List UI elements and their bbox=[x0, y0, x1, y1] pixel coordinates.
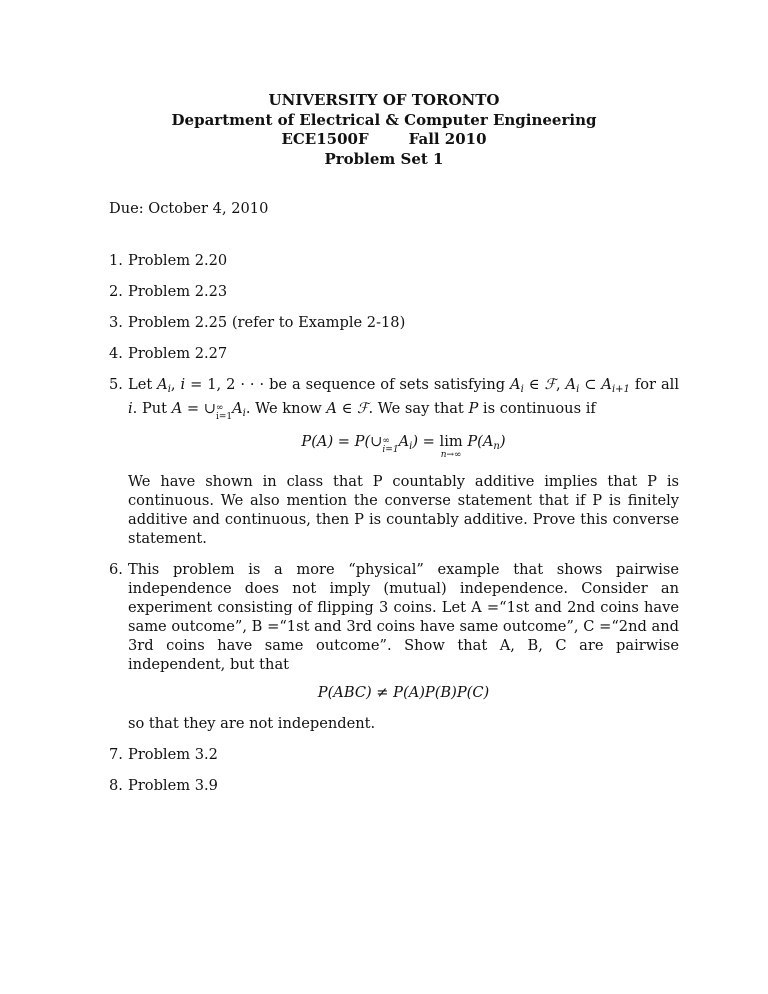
problem-number: 4. bbox=[109, 345, 123, 362]
problem-number: 7. bbox=[109, 746, 123, 763]
problem-number: 8. bbox=[109, 777, 123, 794]
problem-item-5 bbox=[109, 375, 679, 548]
problem-text: Problem 2.23 bbox=[128, 283, 228, 300]
independence-equation: P(ABC) ≠ P(A)P(B)P(C) bbox=[317, 684, 490, 701]
problem-item-8 bbox=[109, 776, 679, 795]
problem-item-2 bbox=[109, 282, 679, 301]
problem-item-6 bbox=[109, 560, 679, 733]
due-date: Due: October 4, 2010 bbox=[109, 200, 269, 217]
problem-text: Problem 2.25 (refer to Example 2-18) bbox=[128, 314, 406, 331]
problem-item-4 bbox=[109, 344, 679, 363]
problem-intro: Let $A_i$, i = 1, 2 · · · be a sequence of sets satisfying $A_i$ ∈ ℱ, $A_i$ ⊂ $A_{i+1}$ for all i. Put A = ∪ ∞ i=1 $A_i$. We know A ∈ ℱ. We say that P is continuous if bbox=[128, 376, 679, 422]
course-term: Fall 2010 bbox=[408, 130, 487, 148]
course-code: ECE1500F bbox=[281, 130, 369, 148]
problem-item-1 bbox=[109, 251, 679, 270]
course-line bbox=[0, 130, 768, 150]
department-name: Department of Electrical & Computer Engineering bbox=[171, 110, 597, 129]
problem-list bbox=[109, 251, 679, 807]
problem-text-continued: We have shown in class that P countably additive implies that P is continuous. We also mention the converse statement that if P is finitely additive and continuous, then P is countably additive. Prove this converse statement. bbox=[128, 473, 679, 547]
problem-number: 6. bbox=[109, 561, 123, 578]
problem-text: Problem 2.27 bbox=[128, 345, 228, 362]
problem-set-title: Problem Set 1 bbox=[324, 149, 444, 168]
problem-number: 3. bbox=[109, 314, 123, 331]
problem-number: 2. bbox=[109, 283, 123, 300]
problem-text: Problem 3.2 bbox=[128, 746, 218, 763]
problem-text-continued: so that they are not independent. bbox=[128, 715, 376, 732]
problem-item-7 bbox=[109, 745, 679, 764]
problem-item-3 bbox=[109, 313, 679, 332]
continuity-equation: P(A) = P(∪ ∞ i=1 $A_i) = \lim$ n→∞ $P(A_n)$ bbox=[301, 433, 506, 460]
problem-text: This problem is a more “physical” example that shows pairwise independence does not imply (mutual) independence. Consider an experiment consisting of flipping 3 coins. Let A =“1st and 2nd coins have same outcome”, B =“1st and 3rd coins have same outcome”, C =“2nd and 3rd coins have same outcome”. Show that A, B, C are pairwise independent, but that bbox=[128, 561, 679, 673]
university-name: UNIVERSITY OF TORONTO bbox=[268, 91, 500, 109]
problem-number: 1. bbox=[109, 252, 123, 269]
problem-number: 5. bbox=[109, 376, 123, 393]
document-header bbox=[0, 91, 768, 169]
problem-text: Problem 2.20 bbox=[128, 252, 228, 269]
problem-text: Problem 3.9 bbox=[128, 777, 218, 794]
